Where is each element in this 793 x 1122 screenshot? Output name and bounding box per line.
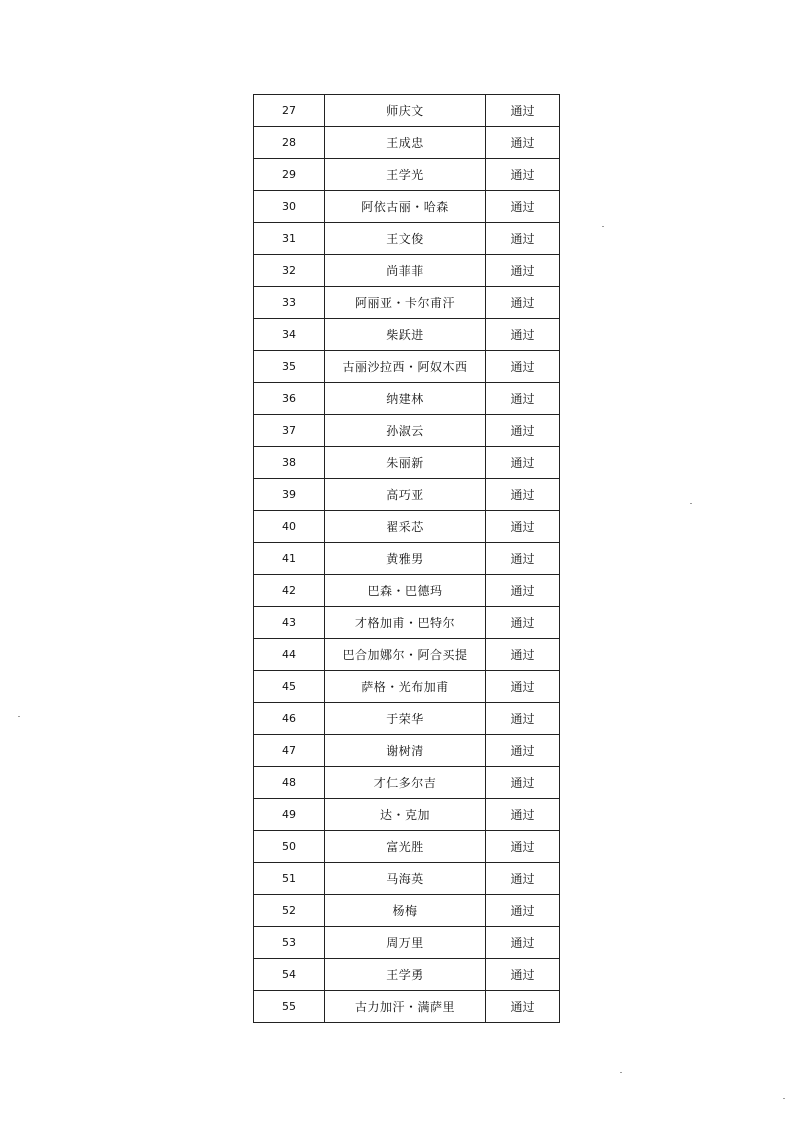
table-row xyxy=(254,383,560,415)
table-row xyxy=(254,511,560,543)
status-cell: 通过 xyxy=(486,863,560,895)
table-row xyxy=(254,735,560,767)
table-row xyxy=(254,447,560,479)
table-row xyxy=(254,575,560,607)
table-row xyxy=(254,607,560,639)
table-row xyxy=(254,95,560,127)
row-number-cell: 52 xyxy=(254,895,325,927)
name-cell: 巴森・巴德玛 xyxy=(325,575,486,607)
row-number-cell: 49 xyxy=(254,799,325,831)
name-cell: 王成忠 xyxy=(325,127,486,159)
row-number-cell: 42 xyxy=(254,575,325,607)
name-cell: 王学勇 xyxy=(325,959,486,991)
table-row xyxy=(254,767,560,799)
table-row xyxy=(254,415,560,447)
name-cell: 黄雅男 xyxy=(325,543,486,575)
name-cell: 高巧亚 xyxy=(325,479,486,511)
row-number-cell: 35 xyxy=(254,351,325,383)
row-number-cell: 37 xyxy=(254,415,325,447)
row-number-cell: 43 xyxy=(254,607,325,639)
name-cell: 师庆文 xyxy=(325,95,486,127)
table-row xyxy=(254,863,560,895)
row-number-cell: 44 xyxy=(254,639,325,671)
row-number-cell: 29 xyxy=(254,159,325,191)
status-cell: 通过 xyxy=(486,735,560,767)
table-row xyxy=(254,351,560,383)
table-row xyxy=(254,127,560,159)
row-number-cell: 33 xyxy=(254,287,325,319)
name-cell: 纳建林 xyxy=(325,383,486,415)
status-cell: 通过 xyxy=(486,639,560,671)
row-number-cell: 28 xyxy=(254,127,325,159)
row-number-cell: 51 xyxy=(254,863,325,895)
row-number-cell: 27 xyxy=(254,95,325,127)
status-cell: 通过 xyxy=(486,255,560,287)
row-number-cell: 39 xyxy=(254,479,325,511)
name-cell: 达・克加 xyxy=(325,799,486,831)
status-cell: 通过 xyxy=(486,575,560,607)
status-cell: 通过 xyxy=(486,607,560,639)
status-cell: 通过 xyxy=(486,223,560,255)
status-cell: 通过 xyxy=(486,351,560,383)
table-row xyxy=(254,479,560,511)
row-number-cell: 53 xyxy=(254,927,325,959)
name-cell: 富光胜 xyxy=(325,831,486,863)
status-cell: 通过 xyxy=(486,927,560,959)
name-cell: 阿依古丽・哈森 xyxy=(325,191,486,223)
table-row xyxy=(254,991,560,1023)
table-row xyxy=(254,159,560,191)
status-cell: 通过 xyxy=(486,799,560,831)
name-cell: 杨梅 xyxy=(325,895,486,927)
table-row xyxy=(254,639,560,671)
status-cell: 通过 xyxy=(486,383,560,415)
name-cell: 才仁多尔吉 xyxy=(325,767,486,799)
scan-speck xyxy=(783,1098,785,1099)
status-cell: 通过 xyxy=(486,127,560,159)
name-cell: 尚菲菲 xyxy=(325,255,486,287)
table-row xyxy=(254,543,560,575)
status-cell: 通过 xyxy=(486,287,560,319)
name-cell: 柴跃进 xyxy=(325,319,486,351)
name-cell: 周万里 xyxy=(325,927,486,959)
table-row xyxy=(254,255,560,287)
row-number-cell: 41 xyxy=(254,543,325,575)
status-cell: 通过 xyxy=(486,511,560,543)
table-row xyxy=(254,191,560,223)
status-cell: 通过 xyxy=(486,415,560,447)
status-cell: 通过 xyxy=(486,703,560,735)
name-cell: 王文俊 xyxy=(325,223,486,255)
status-cell: 通过 xyxy=(486,991,560,1023)
table-row xyxy=(254,831,560,863)
name-cell: 古力加汗・满萨里 xyxy=(325,991,486,1023)
row-number-cell: 34 xyxy=(254,319,325,351)
row-number-cell: 30 xyxy=(254,191,325,223)
table-row xyxy=(254,223,560,255)
name-cell: 谢树清 xyxy=(325,735,486,767)
results-table xyxy=(253,94,560,1023)
row-number-cell: 48 xyxy=(254,767,325,799)
row-number-cell: 54 xyxy=(254,959,325,991)
name-cell: 古丽沙拉西・阿奴木西 xyxy=(325,351,486,383)
table-row xyxy=(254,671,560,703)
table-row xyxy=(254,287,560,319)
row-number-cell: 50 xyxy=(254,831,325,863)
scan-speck xyxy=(690,503,692,504)
status-cell: 通过 xyxy=(486,447,560,479)
status-cell: 通过 xyxy=(486,831,560,863)
status-cell: 通过 xyxy=(486,959,560,991)
table-row xyxy=(254,895,560,927)
status-cell: 通过 xyxy=(486,95,560,127)
scan-speck xyxy=(602,226,604,227)
name-cell: 马海英 xyxy=(325,863,486,895)
scan-speck xyxy=(620,1072,622,1073)
status-cell: 通过 xyxy=(486,191,560,223)
table-row xyxy=(254,703,560,735)
row-number-cell: 47 xyxy=(254,735,325,767)
name-cell: 翟采芯 xyxy=(325,511,486,543)
row-number-cell: 46 xyxy=(254,703,325,735)
table-body xyxy=(254,95,560,1023)
row-number-cell: 55 xyxy=(254,991,325,1023)
row-number-cell: 32 xyxy=(254,255,325,287)
row-number-cell: 38 xyxy=(254,447,325,479)
row-number-cell: 31 xyxy=(254,223,325,255)
name-cell: 才格加甫・巴特尔 xyxy=(325,607,486,639)
name-cell: 于荣华 xyxy=(325,703,486,735)
name-cell: 朱丽新 xyxy=(325,447,486,479)
status-cell: 通过 xyxy=(486,319,560,351)
table-row xyxy=(254,319,560,351)
status-cell: 通过 xyxy=(486,895,560,927)
status-cell: 通过 xyxy=(486,543,560,575)
row-number-cell: 40 xyxy=(254,511,325,543)
status-cell: 通过 xyxy=(486,767,560,799)
row-number-cell: 36 xyxy=(254,383,325,415)
name-cell: 萨格・光布加甫 xyxy=(325,671,486,703)
name-cell: 巴合加娜尔・阿合买提 xyxy=(325,639,486,671)
status-cell: 通过 xyxy=(486,159,560,191)
row-number-cell: 45 xyxy=(254,671,325,703)
name-cell: 王学光 xyxy=(325,159,486,191)
status-cell: 通过 xyxy=(486,479,560,511)
status-cell: 通过 xyxy=(486,671,560,703)
table-row xyxy=(254,799,560,831)
table-row xyxy=(254,959,560,991)
table-row xyxy=(254,927,560,959)
scan-speck xyxy=(18,716,20,717)
name-cell: 阿丽亚・卡尔甫汗 xyxy=(325,287,486,319)
name-cell: 孙淑云 xyxy=(325,415,486,447)
